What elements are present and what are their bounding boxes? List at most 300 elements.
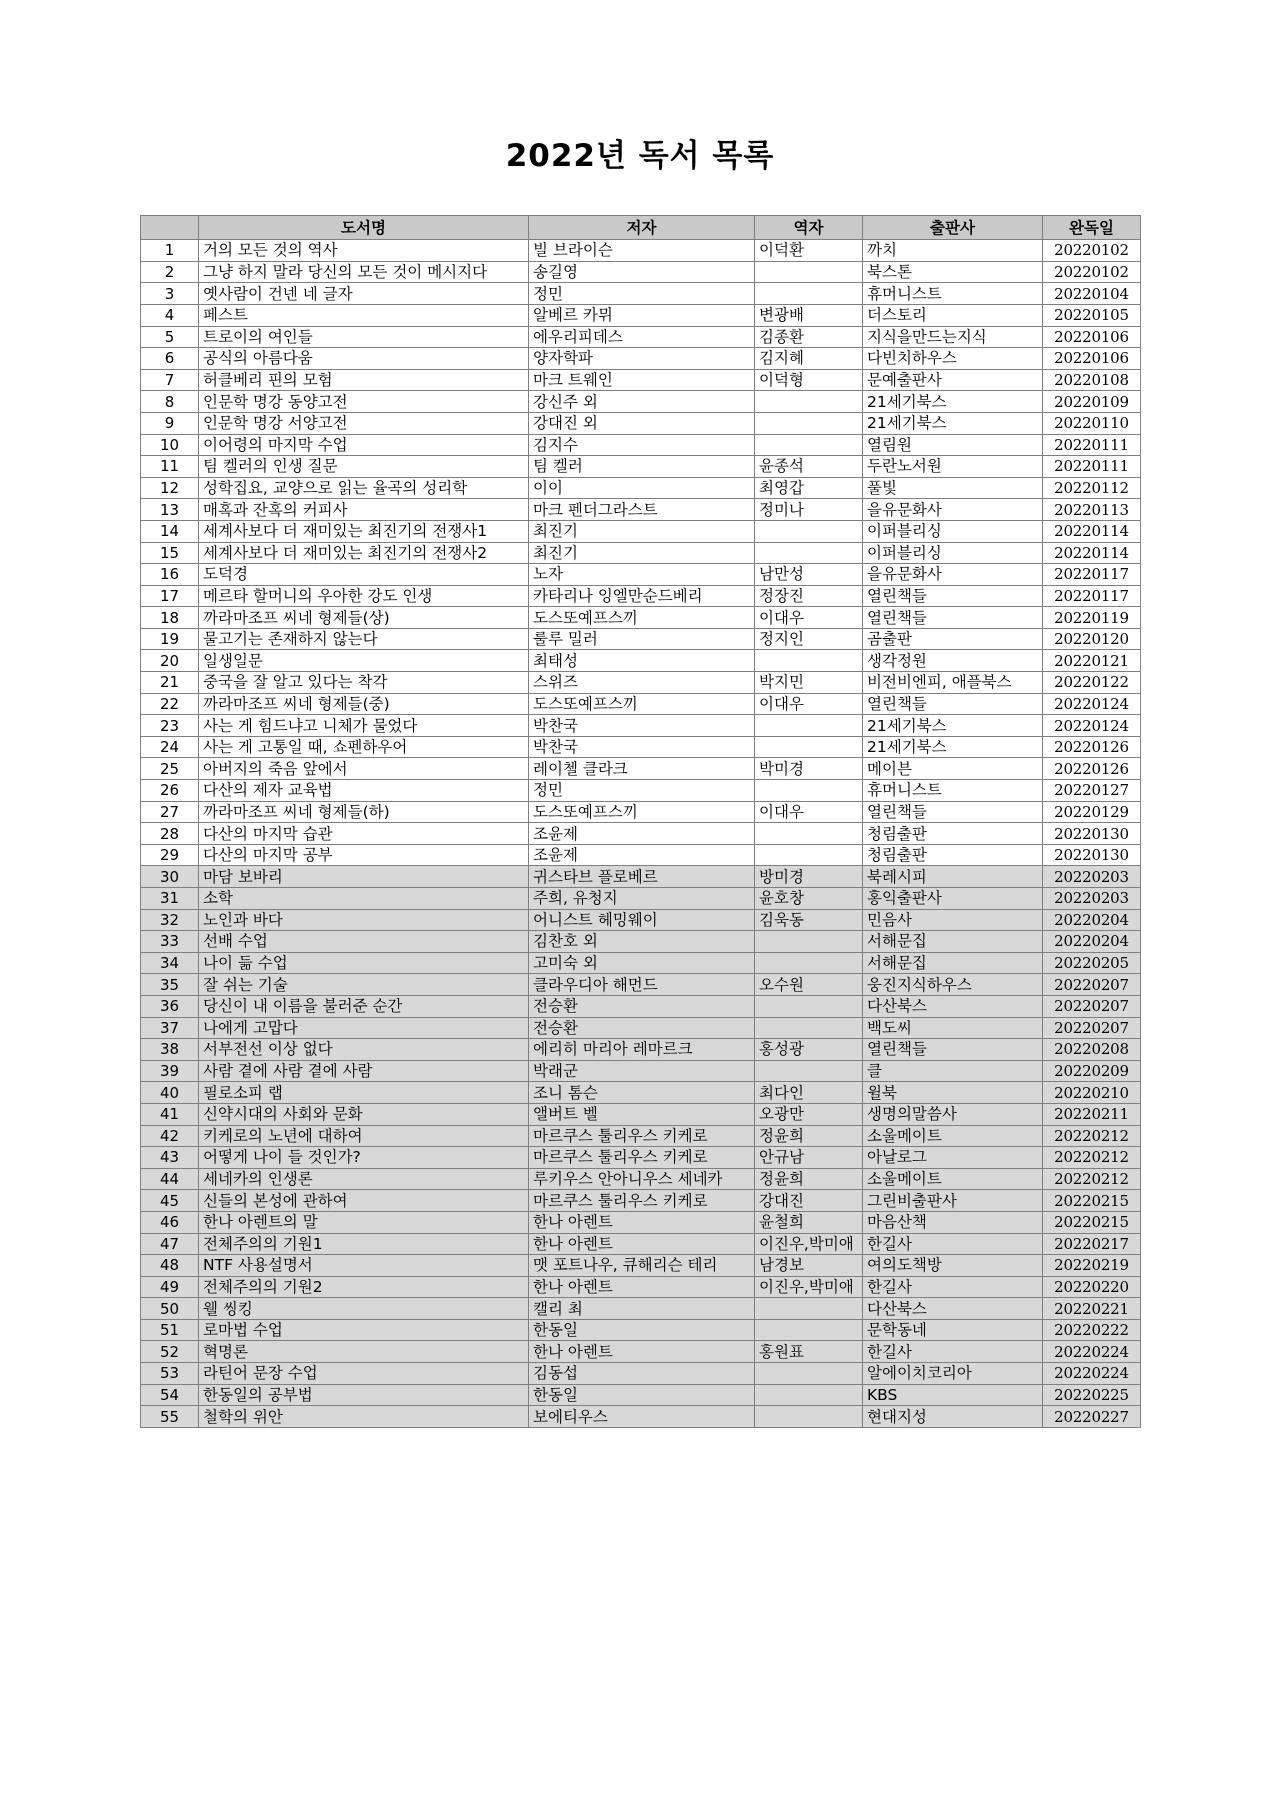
cell-completion-date: 20220130 <box>1043 823 1141 845</box>
table-row <box>141 952 1141 974</box>
table-row <box>141 650 1141 672</box>
cell-completion-date: 20220124 <box>1043 693 1141 715</box>
cell-completion-date: 20220207 <box>1043 995 1141 1017</box>
cell-publisher: 21세기북스 <box>863 391 1043 413</box>
cell-author: 김동섭 <box>529 1363 755 1385</box>
cell-completion-date: 20220212 <box>1043 1147 1141 1169</box>
table-row <box>141 1233 1141 1255</box>
cell-row-number: 34 <box>141 952 199 974</box>
cell-author: 도스또예프스끼 <box>529 801 755 823</box>
cell-completion-date: 20220203 <box>1043 866 1141 888</box>
column-header-author: 저자 <box>529 216 755 240</box>
cell-book-title: 인문학 명강 서양고전 <box>199 412 529 434</box>
cell-publisher: 곰출판 <box>863 628 1043 650</box>
cell-book-title: 까라마조프 씨네 형제들(중) <box>199 693 529 715</box>
cell-translator: 박미경 <box>755 758 863 780</box>
cell-publisher: 문예출판사 <box>863 369 1043 391</box>
cell-publisher: 북스톤 <box>863 261 1043 283</box>
cell-publisher: 그린비출판사 <box>863 1190 1043 1212</box>
cell-book-title: 까라마조프 씨네 형제들(하) <box>199 801 529 823</box>
cell-row-number: 38 <box>141 1039 199 1061</box>
cell-row-number: 36 <box>141 995 199 1017</box>
cell-row-number: 10 <box>141 434 199 456</box>
cell-publisher: 다산북스 <box>863 995 1043 1017</box>
table-row <box>141 477 1141 499</box>
cell-book-title: 거의 모든 것의 역사 <box>199 240 529 262</box>
cell-completion-date: 20220127 <box>1043 780 1141 802</box>
cell-author: 전승환 <box>529 1017 755 1039</box>
cell-translator <box>755 520 863 542</box>
reading-list-table <box>140 215 1141 1428</box>
cell-completion-date: 20220102 <box>1043 261 1141 283</box>
cell-row-number: 4 <box>141 304 199 326</box>
cell-publisher: KBS <box>863 1384 1043 1406</box>
cell-translator <box>755 1298 863 1320</box>
cell-row-number: 40 <box>141 1082 199 1104</box>
cell-completion-date: 20220227 <box>1043 1406 1141 1428</box>
cell-translator: 홍성광 <box>755 1039 863 1061</box>
table-row <box>141 866 1141 888</box>
cell-completion-date: 20220109 <box>1043 391 1141 413</box>
page-title: 2022년 독서 목록 <box>505 138 775 174</box>
cell-publisher: 마음산책 <box>863 1211 1043 1233</box>
cell-author: 캘리 최 <box>529 1298 755 1320</box>
table-row <box>141 1276 1141 1298</box>
cell-translator: 정미나 <box>755 499 863 521</box>
cell-author: 고미숙 외 <box>529 952 755 974</box>
cell-translator: 김욱동 <box>755 909 863 931</box>
table-row <box>141 693 1141 715</box>
cell-completion-date: 20220220 <box>1043 1276 1141 1298</box>
cell-translator: 박지민 <box>755 672 863 694</box>
cell-publisher: 한길사 <box>863 1341 1043 1363</box>
cell-publisher: 민음사 <box>863 909 1043 931</box>
cell-translator: 정윤희 <box>755 1125 863 1147</box>
cell-row-number: 31 <box>141 888 199 910</box>
cell-translator: 안규남 <box>755 1147 863 1169</box>
cell-book-title: 사는 게 힘드냐고 니체가 물었다 <box>199 715 529 737</box>
cell-row-number: 33 <box>141 931 199 953</box>
cell-author: 김찬호 외 <box>529 931 755 953</box>
cell-book-title: 마담 보바리 <box>199 866 529 888</box>
cell-author: 클라우디아 해먼드 <box>529 974 755 996</box>
table-row <box>141 412 1141 434</box>
cell-book-title: 철학의 위안 <box>199 1406 529 1428</box>
cell-author: 전승환 <box>529 995 755 1017</box>
cell-publisher: 더스토리 <box>863 304 1043 326</box>
cell-row-number: 17 <box>141 585 199 607</box>
cell-author: 스위즈 <box>529 672 755 694</box>
cell-row-number: 50 <box>141 1298 199 1320</box>
cell-row-number: 45 <box>141 1190 199 1212</box>
cell-publisher: 여의도책방 <box>863 1255 1043 1277</box>
table-row <box>141 283 1141 305</box>
cell-publisher: 서해문집 <box>863 952 1043 974</box>
cell-translator <box>755 434 863 456</box>
cell-translator: 이대우 <box>755 693 863 715</box>
cell-translator: 김종환 <box>755 326 863 348</box>
cell-book-title: 세계사보다 더 재미있는 최진기의 전쟁사2 <box>199 542 529 564</box>
cell-author: 강신주 외 <box>529 391 755 413</box>
cell-translator: 이대우 <box>755 801 863 823</box>
cell-translator <box>755 823 863 845</box>
table-row <box>141 1363 1141 1385</box>
cell-author: 도스또예프스끼 <box>529 693 755 715</box>
cell-publisher: 아날로그 <box>863 1147 1043 1169</box>
cell-completion-date: 20220122 <box>1043 672 1141 694</box>
cell-translator: 정장진 <box>755 585 863 607</box>
cell-book-title: 사람 곁에 사람 곁에 사람 <box>199 1060 529 1082</box>
cell-author: 이이 <box>529 477 755 499</box>
column-header-date: 완독일 <box>1043 216 1141 240</box>
cell-completion-date: 20220124 <box>1043 715 1141 737</box>
cell-translator: 이진우,박미애 <box>755 1276 863 1298</box>
cell-row-number: 13 <box>141 499 199 521</box>
cell-completion-date: 20220212 <box>1043 1168 1141 1190</box>
cell-book-title: 다산의 마지막 습관 <box>199 823 529 845</box>
cell-publisher: 청림출판 <box>863 844 1043 866</box>
cell-row-number: 55 <box>141 1406 199 1428</box>
table-row <box>141 1168 1141 1190</box>
cell-row-number: 15 <box>141 542 199 564</box>
cell-translator: 김지혜 <box>755 348 863 370</box>
cell-publisher: 서해문집 <box>863 931 1043 953</box>
cell-book-title: 페스트 <box>199 304 529 326</box>
cell-publisher: 한길사 <box>863 1276 1043 1298</box>
table-row <box>141 434 1141 456</box>
cell-completion-date: 20220120 <box>1043 628 1141 650</box>
cell-publisher: 현대지성 <box>863 1406 1043 1428</box>
cell-author: 마르쿠스 툴리우스 키케로 <box>529 1147 755 1169</box>
cell-author: 양자학파 <box>529 348 755 370</box>
cell-completion-date: 20220225 <box>1043 1384 1141 1406</box>
cell-translator <box>755 736 863 758</box>
cell-book-title: 옛사람이 건넨 네 글자 <box>199 283 529 305</box>
table-row <box>141 391 1141 413</box>
table-row <box>141 1147 1141 1169</box>
cell-author: 도스또예프스끼 <box>529 607 755 629</box>
cell-translator: 정지인 <box>755 628 863 650</box>
cell-book-title: NTF 사용설명서 <box>199 1255 529 1277</box>
cell-translator <box>755 391 863 413</box>
cell-translator <box>755 261 863 283</box>
cell-publisher: 이퍼블리싱 <box>863 542 1043 564</box>
cell-translator: 오수원 <box>755 974 863 996</box>
cell-translator <box>755 931 863 953</box>
cell-row-number: 12 <box>141 477 199 499</box>
cell-translator <box>755 283 863 305</box>
cell-completion-date: 20220110 <box>1043 412 1141 434</box>
cell-completion-date: 20220104 <box>1043 283 1141 305</box>
cell-author: 정민 <box>529 283 755 305</box>
cell-row-number: 39 <box>141 1060 199 1082</box>
cell-author: 앨버트 벨 <box>529 1103 755 1125</box>
cell-author: 귀스타브 플로베르 <box>529 866 755 888</box>
cell-completion-date: 20220208 <box>1043 1039 1141 1061</box>
cell-book-title: 인문학 명강 동양고전 <box>199 391 529 413</box>
cell-row-number: 48 <box>141 1255 199 1277</box>
table-row <box>141 909 1141 931</box>
cell-publisher: 비전비엔피, 애플북스 <box>863 672 1043 694</box>
table-row <box>141 995 1141 1017</box>
cell-translator <box>755 1060 863 1082</box>
cell-book-title: 허클베리 핀의 모험 <box>199 369 529 391</box>
table-header-row <box>141 216 1141 240</box>
cell-publisher: 이퍼블리싱 <box>863 520 1043 542</box>
cell-book-title: 다산의 마지막 공부 <box>199 844 529 866</box>
cell-book-title: 전체주의의 기원1 <box>199 1233 529 1255</box>
cell-book-title: 어떻게 나이 들 것인가? <box>199 1147 529 1169</box>
cell-row-number: 29 <box>141 844 199 866</box>
cell-book-title: 다산의 제자 교육법 <box>199 780 529 802</box>
table-row <box>141 888 1141 910</box>
cell-author: 어니스트 헤밍웨이 <box>529 909 755 931</box>
cell-publisher: 두란노서원 <box>863 456 1043 478</box>
cell-publisher: 열림원 <box>863 434 1043 456</box>
cell-publisher: 열린책들 <box>863 693 1043 715</box>
cell-row-number: 5 <box>141 326 199 348</box>
cell-author: 조윤제 <box>529 844 755 866</box>
cell-author: 한나 아렌트 <box>529 1211 755 1233</box>
cell-completion-date: 20220207 <box>1043 974 1141 996</box>
cell-translator <box>755 542 863 564</box>
cell-publisher: 청림출판 <box>863 823 1043 845</box>
cell-publisher: 열린책들 <box>863 607 1043 629</box>
cell-completion-date: 20220204 <box>1043 931 1141 953</box>
cell-row-number: 41 <box>141 1103 199 1125</box>
cell-translator <box>755 1363 863 1385</box>
table-row <box>141 369 1141 391</box>
cell-book-title: 이어령의 마지막 수업 <box>199 434 529 456</box>
cell-completion-date: 20220212 <box>1043 1125 1141 1147</box>
cell-translator: 홍원표 <box>755 1341 863 1363</box>
cell-book-title: 세계사보다 더 재미있는 최진기의 전쟁사1 <box>199 520 529 542</box>
cell-completion-date: 20220221 <box>1043 1298 1141 1320</box>
table-row <box>141 304 1141 326</box>
cell-book-title: 로마법 수업 <box>199 1319 529 1341</box>
cell-book-title: 아버지의 죽음 앞에서 <box>199 758 529 780</box>
table-row <box>141 1060 1141 1082</box>
cell-completion-date: 20220215 <box>1043 1211 1141 1233</box>
cell-completion-date: 20220106 <box>1043 348 1141 370</box>
cell-completion-date: 20220114 <box>1043 542 1141 564</box>
cell-completion-date: 20220126 <box>1043 758 1141 780</box>
table-row <box>141 1125 1141 1147</box>
cell-author: 레이첼 클라크 <box>529 758 755 780</box>
cell-author: 한나 아렌트 <box>529 1233 755 1255</box>
column-header-translator: 역자 <box>755 216 863 240</box>
table-row <box>141 823 1141 845</box>
cell-completion-date: 20220224 <box>1043 1341 1141 1363</box>
cell-completion-date: 20220210 <box>1043 1082 1141 1104</box>
table-row <box>141 456 1141 478</box>
cell-translator <box>755 715 863 737</box>
cell-row-number: 18 <box>141 607 199 629</box>
cell-row-number: 8 <box>141 391 199 413</box>
table-row <box>141 1017 1141 1039</box>
cell-row-number: 37 <box>141 1017 199 1039</box>
column-header-title: 도서명 <box>199 216 529 240</box>
cell-book-title: 세네카의 인생론 <box>199 1168 529 1190</box>
cell-completion-date: 20220113 <box>1043 499 1141 521</box>
cell-book-title: 메르타 할머니의 우아한 강도 인생 <box>199 585 529 607</box>
cell-row-number: 20 <box>141 650 199 672</box>
cell-publisher: 다빈치하우스 <box>863 348 1043 370</box>
cell-row-number: 47 <box>141 1233 199 1255</box>
cell-author: 박찬국 <box>529 715 755 737</box>
cell-publisher: 클 <box>863 1060 1043 1082</box>
cell-translator: 이진우,박미애 <box>755 1233 863 1255</box>
cell-completion-date: 20220114 <box>1043 520 1141 542</box>
cell-completion-date: 20220205 <box>1043 952 1141 974</box>
cell-publisher: 21세기북스 <box>863 715 1043 737</box>
cell-completion-date: 20220203 <box>1043 888 1141 910</box>
cell-row-number: 42 <box>141 1125 199 1147</box>
cell-row-number: 35 <box>141 974 199 996</box>
cell-translator <box>755 952 863 974</box>
cell-completion-date: 20220129 <box>1043 801 1141 823</box>
cell-book-title: 매혹과 잔혹의 커피사 <box>199 499 529 521</box>
cell-completion-date: 20220102 <box>1043 240 1141 262</box>
cell-publisher: 다산북스 <box>863 1298 1043 1320</box>
cell-translator: 윤종석 <box>755 456 863 478</box>
cell-row-number: 28 <box>141 823 199 845</box>
cell-book-title: 잘 쉬는 기술 <box>199 974 529 996</box>
cell-completion-date: 20220217 <box>1043 1233 1141 1255</box>
cell-book-title: 라틴어 문장 수업 <box>199 1363 529 1385</box>
column-header-no <box>141 216 199 240</box>
cell-author: 강대진 외 <box>529 412 755 434</box>
cell-book-title: 전체주의의 기원2 <box>199 1276 529 1298</box>
cell-author: 보에티우스 <box>529 1406 755 1428</box>
cell-row-number: 22 <box>141 693 199 715</box>
table-row <box>141 801 1141 823</box>
cell-translator: 최영갑 <box>755 477 863 499</box>
cell-row-number: 11 <box>141 456 199 478</box>
cell-translator: 윤철희 <box>755 1211 863 1233</box>
table-row <box>141 1255 1141 1277</box>
cell-translator: 변광배 <box>755 304 863 326</box>
cell-author: 최진기 <box>529 542 755 564</box>
cell-row-number: 43 <box>141 1147 199 1169</box>
cell-translator <box>755 1384 863 1406</box>
cell-completion-date: 20220112 <box>1043 477 1141 499</box>
cell-book-title: 중국을 잘 알고 있다는 착각 <box>199 672 529 694</box>
table-body <box>141 240 1141 1428</box>
cell-row-number: 3 <box>141 283 199 305</box>
cell-publisher: 지식을만드는지식 <box>863 326 1043 348</box>
table-row <box>141 736 1141 758</box>
cell-book-title: 선배 수업 <box>199 931 529 953</box>
cell-book-title: 성학집요, 교양으로 읽는 율곡의 성리학 <box>199 477 529 499</box>
cell-row-number: 23 <box>141 715 199 737</box>
cell-publisher: 알에이치코리아 <box>863 1363 1043 1385</box>
cell-book-title: 공식의 아름다움 <box>199 348 529 370</box>
cell-translator: 이덕형 <box>755 369 863 391</box>
cell-translator: 남만성 <box>755 564 863 586</box>
cell-book-title: 일생일문 <box>199 650 529 672</box>
cell-completion-date: 20220222 <box>1043 1319 1141 1341</box>
cell-author: 마르쿠스 툴리우스 키케로 <box>529 1125 755 1147</box>
cell-row-number: 32 <box>141 909 199 931</box>
cell-book-title: 트로이의 여인들 <box>199 326 529 348</box>
cell-translator <box>755 780 863 802</box>
cell-book-title: 까라마조프 씨네 형제들(상) <box>199 607 529 629</box>
cell-publisher: 소울메이트 <box>863 1125 1043 1147</box>
table-row <box>141 672 1141 694</box>
cell-translator <box>755 650 863 672</box>
cell-book-title: 그냥 하지 말라 당신의 모든 것이 메시지다 <box>199 261 529 283</box>
cell-completion-date: 20220105 <box>1043 304 1141 326</box>
table-row <box>141 844 1141 866</box>
cell-completion-date: 20220111 <box>1043 434 1141 456</box>
cell-author: 송길영 <box>529 261 755 283</box>
cell-row-number: 1 <box>141 240 199 262</box>
cell-row-number: 16 <box>141 564 199 586</box>
cell-author: 마크 펜더그라스트 <box>529 499 755 521</box>
cell-row-number: 25 <box>141 758 199 780</box>
table-row <box>141 780 1141 802</box>
cell-author: 팀 켈러 <box>529 456 755 478</box>
cell-author: 주희, 유청지 <box>529 888 755 910</box>
cell-publisher: 생명의말씀사 <box>863 1103 1043 1125</box>
cell-row-number: 53 <box>141 1363 199 1385</box>
table-row <box>141 564 1141 586</box>
table-header <box>141 216 1141 240</box>
cell-author: 한나 아렌트 <box>529 1276 755 1298</box>
cell-publisher: 열린책들 <box>863 801 1043 823</box>
cell-book-title: 혁명론 <box>199 1341 529 1363</box>
table-row <box>141 326 1141 348</box>
table-row <box>141 758 1141 780</box>
cell-publisher: 을유문화사 <box>863 564 1043 586</box>
table-row <box>141 974 1141 996</box>
cell-translator: 이대우 <box>755 607 863 629</box>
table-row <box>141 348 1141 370</box>
cell-translator: 오광만 <box>755 1103 863 1125</box>
cell-book-title: 한동일의 공부법 <box>199 1384 529 1406</box>
table-row <box>141 261 1141 283</box>
cell-author: 에리히 마리아 레마르크 <box>529 1039 755 1061</box>
cell-row-number: 54 <box>141 1384 199 1406</box>
cell-book-title: 신들의 본성에 관하여 <box>199 1190 529 1212</box>
cell-author: 노자 <box>529 564 755 586</box>
cell-publisher: 21세기북스 <box>863 412 1043 434</box>
table-row <box>141 1190 1141 1212</box>
cell-completion-date: 20220106 <box>1043 326 1141 348</box>
cell-author: 박찬국 <box>529 736 755 758</box>
cell-author: 한동일 <box>529 1384 755 1406</box>
cell-translator: 이덕환 <box>755 240 863 262</box>
cell-publisher: 휴머니스트 <box>863 283 1043 305</box>
cell-completion-date: 20220108 <box>1043 369 1141 391</box>
cell-publisher: 백도씨 <box>863 1017 1043 1039</box>
cell-row-number: 21 <box>141 672 199 694</box>
cell-completion-date: 20220117 <box>1043 564 1141 586</box>
cell-completion-date: 20220209 <box>1043 1060 1141 1082</box>
cell-author: 최진기 <box>529 520 755 542</box>
cell-book-title: 키케로의 노년에 대하여 <box>199 1125 529 1147</box>
cell-row-number: 49 <box>141 1276 199 1298</box>
cell-publisher: 을유문화사 <box>863 499 1043 521</box>
cell-author: 알베르 카뮈 <box>529 304 755 326</box>
cell-completion-date: 20220204 <box>1043 909 1141 931</box>
cell-translator <box>755 995 863 1017</box>
table-row <box>141 1211 1141 1233</box>
cell-row-number: 51 <box>141 1319 199 1341</box>
cell-author: 김지수 <box>529 434 755 456</box>
cell-translator: 최다인 <box>755 1082 863 1104</box>
